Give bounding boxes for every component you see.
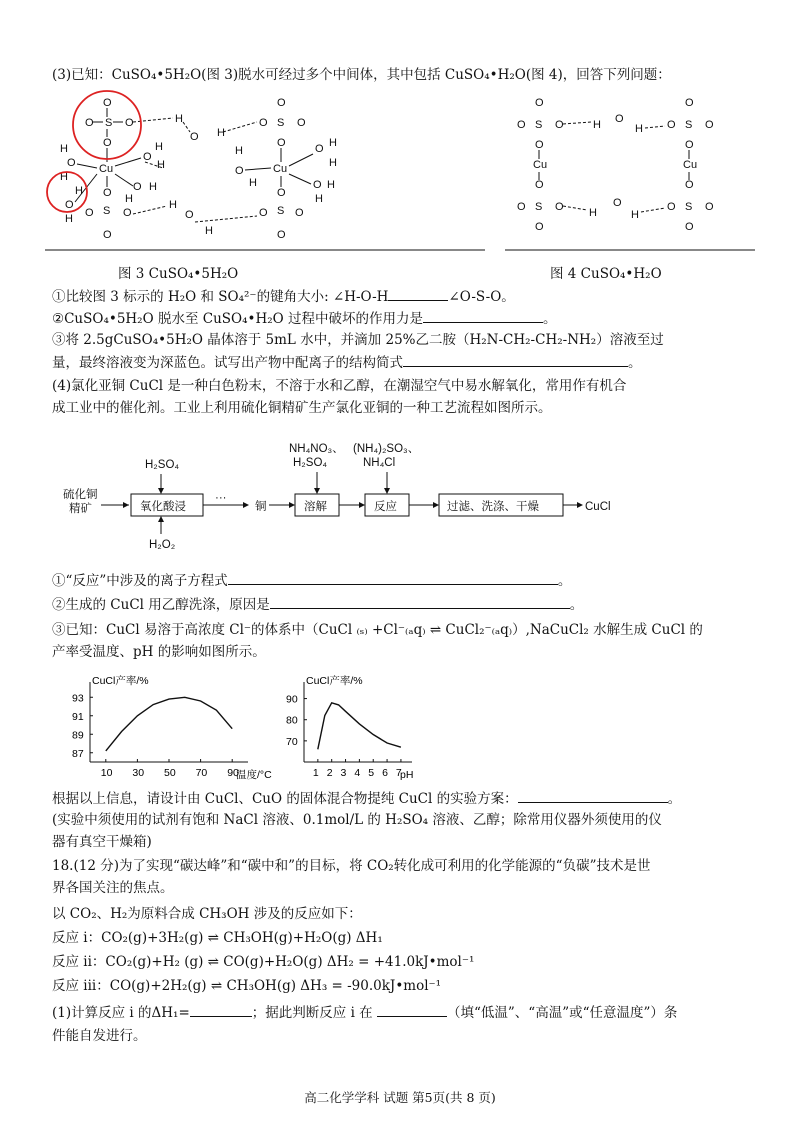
svg-text:O: O <box>103 137 112 149</box>
svg-text:H: H <box>60 171 68 183</box>
q3-s3a: ③将 2.5gCuSO₄•5H₂O 晶体溶于 5mL 水中，并滴加 25%乙二胺（H₂N-CH₂-CH₂-NH₂）溶液至过 <box>52 332 664 348</box>
flow-product: CuCl <box>585 501 611 513</box>
figure-3-structure <box>45 92 485 252</box>
flow-step4: 过滤、洗涤、干燥 <box>447 501 539 513</box>
flow-reagent3-1: (NH₄)₂SO₃、 <box>353 443 420 455</box>
svg-text:Cu: Cu <box>273 163 288 175</box>
svg-text:H: H <box>157 159 165 171</box>
svg-text:H: H <box>249 177 257 189</box>
svg-text:O: O <box>517 201 526 213</box>
svg-text:Cu: Cu <box>99 163 114 175</box>
svg-text:O: O <box>535 97 544 109</box>
x-axis-label: 温度/°C <box>236 769 272 781</box>
x-tick-label: 50 <box>164 767 176 779</box>
svg-text:O: O <box>685 221 694 233</box>
svg-text:O: O <box>133 181 142 193</box>
svg-text:Cu: Cu <box>533 159 548 171</box>
svg-text:H: H <box>125 193 133 205</box>
x-tick-label: 3 <box>340 767 347 779</box>
svg-text:O: O <box>277 187 286 199</box>
q18-l3: 以 CO₂、H₂为原料合成 CH₃OH 涉及的反应如下： <box>52 906 362 922</box>
q18-q1-tail: 件能自发进行。 <box>52 1028 147 1044</box>
svg-text:H: H <box>149 181 157 193</box>
chart-yield-vs-ph <box>278 672 418 782</box>
svg-text:O: O <box>535 139 544 151</box>
svg-text:S: S <box>277 117 285 129</box>
svg-text:H: H <box>235 145 243 157</box>
q4-s3b: 产率受温度、pH 的影响如图所示。 <box>52 644 266 660</box>
svg-text:O: O <box>143 151 152 163</box>
svg-text:O: O <box>235 165 244 177</box>
svg-text:O: O <box>315 143 324 155</box>
fig3-caption: 图 3 CuSO₄•5H₂O <box>118 266 239 282</box>
q3-s1: ①比较图 3 标示的 H₂O 和 SO₄²⁻的键角大小: ∠H-O-H ∠O-S-O。 <box>52 286 515 307</box>
svg-text:O: O <box>297 117 306 129</box>
x-tick-label: 5 <box>368 767 375 779</box>
svg-text:O: O <box>185 209 194 221</box>
svg-text:H: H <box>635 123 643 135</box>
svg-text:O: O <box>123 207 132 219</box>
y-tick-label: 93 <box>72 692 84 705</box>
answer-blank[interactable] <box>228 570 558 585</box>
svg-text:O: O <box>259 117 268 129</box>
y-axis-label: CuCl产率/% <box>92 675 149 687</box>
svg-text:O: O <box>259 207 268 219</box>
x-tick-label: 30 <box>132 767 145 779</box>
y-tick-label: 90 <box>286 693 298 706</box>
y-tick-label: 89 <box>72 729 84 742</box>
y-tick-label: 91 <box>72 710 84 723</box>
svg-text:H: H <box>589 207 597 219</box>
flow-dots: ··· <box>215 492 227 504</box>
svg-text:O: O <box>190 131 199 143</box>
svg-text:H: H <box>329 137 337 149</box>
svg-text:S: S <box>685 119 693 131</box>
x-tick-label: 7 <box>395 767 402 779</box>
answer-blank[interactable] <box>423 308 543 323</box>
x-tick-label: 2 <box>326 767 333 779</box>
svg-text:O: O <box>615 113 624 125</box>
q4-intro-a: (4)氯化亚铜 CuCl 是一种白色粉末，不溶于水和乙醇，在潮湿空气中易水解氧化，常用作有机合 <box>52 378 627 394</box>
reaction-1: 反应 i：CO₂(g)+3H₂(g) ⇌ CH₃OH(g)+H₂O(g) ΔH₁ <box>52 930 383 946</box>
svg-text:H: H <box>315 193 323 205</box>
svg-text:S: S <box>277 205 285 217</box>
svg-text:O: O <box>667 119 676 131</box>
q4-intro-b: 成工业中的催化剂。工业上利用硫化铜精矿生产氯化亚铜的一种工艺流程如图所示。 <box>52 400 552 416</box>
page-footer: 高二化学学科 试题 第5页(共 8 页) <box>304 1090 496 1105</box>
svg-text:O: O <box>685 139 694 151</box>
svg-text:S: S <box>535 119 543 131</box>
q18-q1: (1)计算反应 i 的ΔH₁= ；据此判断反应 i 在 （填“低温”、“高温”或“任意温度”）条 <box>52 1002 677 1023</box>
y-tick-label: 70 <box>286 735 298 748</box>
q3-intro: (3)已知：CuSO₄•5H₂O(图 3)脱水可经过多个中间体，其中包括 CuSO₄•H₂O(图 4)，回答下列问题： <box>52 67 671 83</box>
flow-copper: 铜 <box>255 501 267 513</box>
q3-s3b: 量，最终溶液变为深蓝色。试写出产物中配离子的结构简式 。 <box>52 352 642 373</box>
flow-step2: 溶解 <box>304 501 327 513</box>
x-tick-label: 6 <box>382 767 388 779</box>
svg-text:O: O <box>277 137 286 149</box>
answer-blank[interactable] <box>518 788 668 803</box>
q3-s2: ②CuSO₄•5H₂O 脱水至 CuSO₄•H₂O 过程中破坏的作用力是 。 <box>52 308 557 329</box>
svg-text:H: H <box>75 185 83 197</box>
fig4-caption: 图 4 CuSO₄•H₂O <box>550 266 662 282</box>
svg-text:S: S <box>105 117 113 129</box>
answer-blank[interactable] <box>377 1002 447 1017</box>
flow-oxidant: H₂O₂ <box>149 539 176 551</box>
svg-text:O: O <box>125 117 134 129</box>
svg-text:H: H <box>205 225 213 237</box>
svg-text:S: S <box>103 205 111 217</box>
series-line <box>106 697 232 751</box>
svg-text:Cu: Cu <box>683 159 698 171</box>
svg-text:H: H <box>65 213 73 225</box>
flow-feed-1: 硫化铜 <box>63 489 98 501</box>
svg-text:O: O <box>103 97 112 109</box>
x-tick-label: 90 <box>227 767 239 779</box>
svg-text:O: O <box>65 199 74 211</box>
svg-text:O: O <box>535 221 544 233</box>
q18-l2: 界各国关注的焦点。 <box>52 880 174 896</box>
svg-text:O: O <box>103 229 112 241</box>
process-flow-diagram <box>55 438 615 558</box>
svg-text:O: O <box>295 207 304 219</box>
svg-text:H: H <box>593 119 601 131</box>
flow-reagent2-1: NH₄NO₃、 <box>289 443 344 455</box>
svg-text:H: H <box>327 179 335 191</box>
svg-text:O: O <box>85 117 94 129</box>
y-tick-label: 87 <box>72 747 84 760</box>
svg-text:H: H <box>60 143 68 155</box>
answer-blank[interactable] <box>403 352 628 367</box>
flow-step3: 反应 <box>374 501 397 513</box>
figure-4-structure <box>505 92 755 252</box>
svg-text:O: O <box>313 179 322 191</box>
x-tick-label: 70 <box>195 767 208 779</box>
svg-text:O: O <box>103 187 112 199</box>
svg-text:O: O <box>555 201 564 213</box>
svg-text:H: H <box>329 157 337 169</box>
q4-s2: ②生成的 CuCl 用乙醇洗涤，原因是 。 <box>52 594 583 615</box>
q4-note-a: (实验中须使用的试剂有饱和 NaCl 溶液、0.1mol/L 的 H₂SO₄ 溶液、乙醇；除常用仪器外须使用的仪 <box>52 812 662 828</box>
chart-yield-vs-temperature <box>58 672 272 782</box>
svg-text:O: O <box>67 157 76 169</box>
q4-s3a: ③已知：CuCl 易溶于高浓度 Cl⁻的体系中（CuCl ₍ₛ₎ +Cl⁻₍ₐq₎ ⇌ CuCl₂⁻₍ₐq₎）,NaCuCl₂ 水解生成 CuCl 的 <box>52 622 703 638</box>
flow-reagent2-2: H₂SO₄ <box>293 457 328 469</box>
y-axis-label: CuCl产率/% <box>306 675 363 687</box>
svg-text:O: O <box>685 179 694 191</box>
svg-text:O: O <box>517 119 526 131</box>
x-tick-label: 4 <box>354 767 361 779</box>
svg-text:S: S <box>535 201 543 213</box>
answer-blank[interactable] <box>388 286 448 301</box>
svg-text:H: H <box>169 199 177 211</box>
reaction-2: 反应 ii：CO₂(g)+H₂ (g) ⇌ CO(g)+H₂O(g) ΔH₂ = +41.0kJ•mol⁻¹ <box>52 954 475 970</box>
answer-blank[interactable] <box>270 594 570 609</box>
svg-text:O: O <box>705 119 714 131</box>
svg-text:O: O <box>685 97 694 109</box>
q18-l1: 18.(12 分)为了实现“碳达峰”和“碳中和”的目标，将 CO₂转化成可利用的化学能源的“负碳”技术是世 <box>52 858 651 874</box>
svg-text:O: O <box>705 201 714 213</box>
q4-plan: 根据以上信息，请设计由 CuCl、CuO 的固体混合物提纯 CuCl 的实验方案： 。 <box>52 788 681 809</box>
series-line <box>318 703 401 750</box>
flow-step1: 氧化酸浸 <box>140 501 186 513</box>
svg-text:O: O <box>85 207 94 219</box>
svg-text:O: O <box>535 179 544 191</box>
x-axis-label: pH <box>400 769 414 781</box>
svg-text:O: O <box>613 197 622 209</box>
q4-s1: ①“反应”中涉及的离子方程式 。 <box>52 570 571 591</box>
flow-reagent3-2: NH₄Cl <box>363 457 396 469</box>
svg-text:H: H <box>175 113 183 125</box>
svg-text:O: O <box>277 97 286 109</box>
svg-text:H: H <box>217 127 225 139</box>
svg-text:O: O <box>277 229 286 241</box>
flow-acid: H₂SO₄ <box>145 459 180 471</box>
x-tick-label: 10 <box>100 767 113 779</box>
x-tick-label: 1 <box>312 767 319 779</box>
flow-feed-2: 精矿 <box>69 503 92 515</box>
svg-text:O: O <box>555 119 564 131</box>
q4-note-b: 器有真空干燥箱) <box>52 834 152 850</box>
answer-blank[interactable] <box>190 1002 252 1017</box>
svg-text:O: O <box>667 201 676 213</box>
svg-text:H: H <box>155 141 163 153</box>
svg-text:S: S <box>685 201 693 213</box>
y-tick-label: 80 <box>286 714 298 727</box>
svg-text:H: H <box>631 209 639 221</box>
reaction-3: 反应 iii：CO(g)+2H₂(g) ⇌ CH₃OH(g) ΔH₃ = -90.0kJ•mol⁻¹ <box>52 978 442 994</box>
